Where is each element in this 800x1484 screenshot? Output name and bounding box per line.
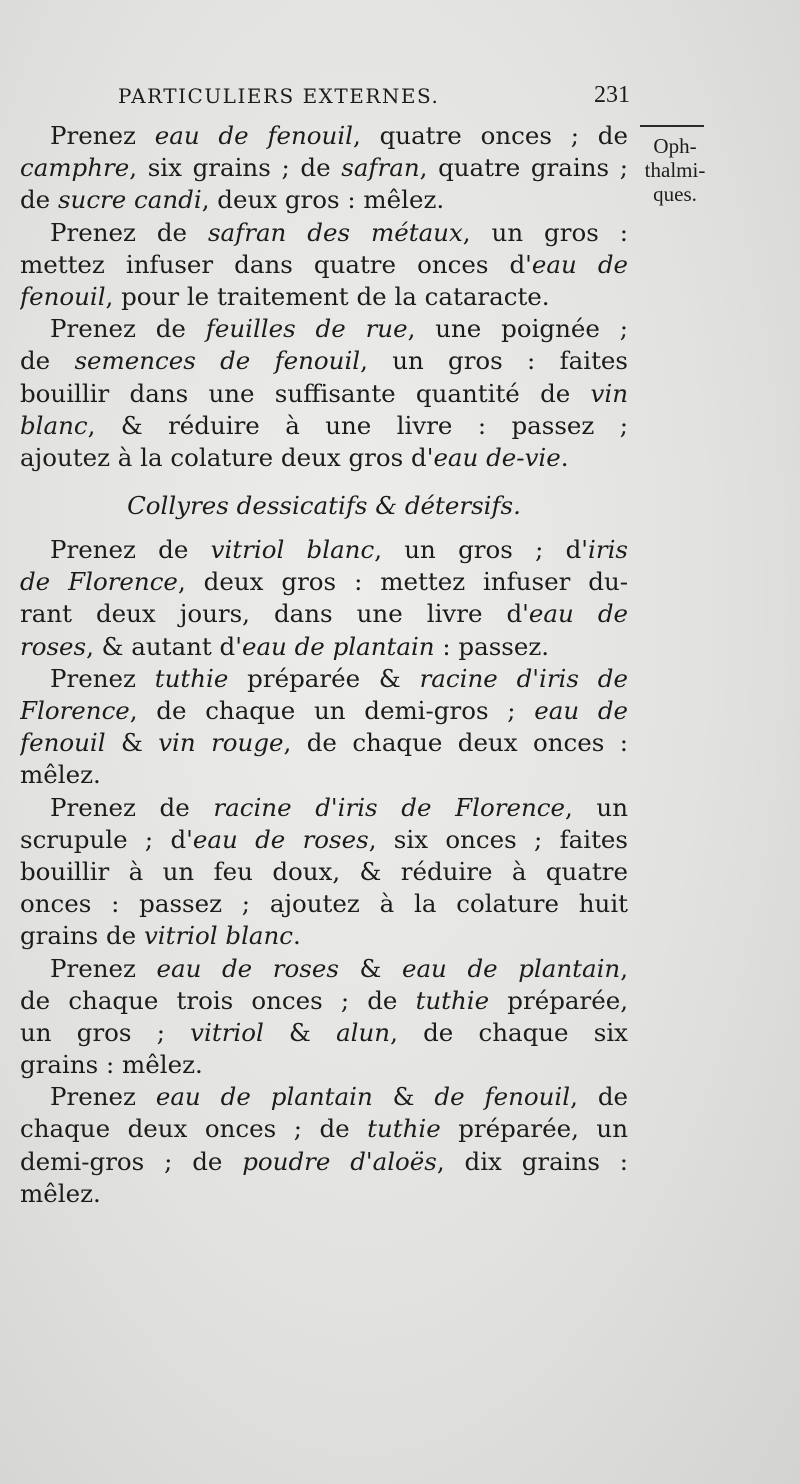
roman-text: & [263, 1017, 337, 1047]
italic-text: fenouil [20, 728, 106, 758]
roman-text: . [293, 921, 301, 951]
text-line [20, 856, 628, 888]
text-line [20, 695, 628, 727]
roman-text: , de chaque six [390, 1017, 628, 1047]
running-head: PARTICULIERS EXTERNES. [118, 84, 440, 108]
roman-text: Prenez de [50, 535, 211, 565]
text-line [20, 184, 628, 216]
roman-text: Prenez [50, 1082, 156, 1112]
roman-text: ajoutez à la colature deux gros d' [20, 442, 434, 472]
roman-text: . [560, 442, 569, 472]
margin-rule [640, 125, 704, 127]
roman-text: bouillir dans une suffisante quantité de [20, 378, 591, 408]
italic-text: iris [588, 535, 628, 565]
text-line [20, 824, 628, 856]
italic-text: eau de roses [156, 953, 339, 983]
margin-note-line: thalmi- [644, 158, 706, 182]
text-line [20, 217, 628, 249]
roman-text: Prenez de [50, 314, 206, 344]
text-line [20, 1113, 628, 1145]
roman-text: Prenez [50, 121, 155, 150]
roman-text: & [338, 953, 402, 983]
text-line [20, 985, 628, 1017]
italic-text: vitriol blanc [210, 535, 375, 565]
italic-text: tuthie [367, 1114, 441, 1144]
margin-note [636, 134, 714, 206]
roman-text: , un gros ; d' [374, 535, 589, 565]
italic-text: eau de fenouil [154, 121, 353, 150]
text-line [20, 792, 628, 824]
italic-text: eau de-vie [433, 442, 561, 472]
text-line [20, 281, 628, 313]
margin-note-line: Oph- [653, 134, 697, 158]
italic-text: Florence [20, 696, 130, 725]
roman-text: préparée, un [440, 1114, 628, 1144]
roman-text: , pour le traitement de la cataracte. [105, 281, 550, 311]
italic-text: eau de plantain [155, 1082, 373, 1112]
text-line [20, 249, 628, 281]
roman-text: mêlez. [20, 760, 101, 790]
italic-text: poudre d'aloës [242, 1146, 437, 1176]
roman-text: , un gros : [462, 217, 628, 247]
roman-text: , dix grains : [436, 1146, 628, 1176]
roman-text: préparée & [228, 663, 420, 693]
text-line [20, 1081, 628, 1113]
text-line [20, 534, 628, 566]
italic-text: tuthie [154, 663, 229, 693]
text-line [20, 888, 628, 920]
text-line [20, 759, 628, 791]
italic-text: eau de roses [192, 824, 369, 854]
italic-text: semences de fenouil [74, 346, 361, 376]
text-line [20, 1049, 628, 1081]
roman-text: un gros ; [20, 1017, 191, 1047]
roman-text: scrupule ; d' [20, 824, 193, 854]
roman-text: de [20, 185, 58, 215]
roman-text: , de [570, 1082, 628, 1112]
roman-text: Prenez [50, 663, 155, 693]
italic-text: Collyres dessicatifs & détersifs. [127, 491, 521, 521]
page-number: 231 [594, 82, 630, 108]
italic-text: fenouil [20, 281, 106, 311]
roman-text: mêlez. [20, 1178, 101, 1208]
italic-text: feuilles de rue [205, 314, 408, 344]
text-line [20, 1146, 628, 1178]
roman-text: grains de [20, 921, 144, 951]
roman-text: demi-gros ; de [20, 1146, 243, 1176]
roman-text: & [105, 728, 159, 758]
text-line [20, 663, 628, 695]
roman-text: Prenez [50, 953, 157, 983]
roman-text: , deux gros : mêlez. [201, 185, 445, 215]
text-line [20, 410, 628, 442]
roman-text: préparée, [489, 985, 628, 1015]
text-line [20, 727, 628, 759]
text-line [20, 120, 628, 152]
italic-text: de Florence [20, 567, 178, 597]
text-line [20, 152, 628, 184]
italic-text: camphre [20, 153, 130, 183]
italic-text: racine d'iris de Florence [213, 792, 565, 822]
roman-text: chaque deux onces ; de [20, 1114, 368, 1144]
italic-text: roses [20, 631, 87, 661]
roman-text: onces : passez ; ajoutez à la colature huit [20, 889, 628, 919]
section-heading [20, 484, 628, 528]
roman-text: de chaque trois onces ; de [20, 985, 416, 1015]
italic-text: eau de [534, 696, 628, 725]
italic-text: racine d'iris de [419, 663, 628, 693]
italic-text: eau de [531, 249, 628, 279]
body-text [20, 120, 628, 1210]
text-line [20, 345, 628, 377]
text-line [20, 1178, 628, 1210]
italic-text: blanc [20, 410, 88, 440]
italic-text: vitriol blanc [143, 921, 294, 951]
text-line [20, 631, 628, 663]
roman-text: de [20, 346, 75, 376]
roman-text: Prenez de [50, 217, 208, 247]
italic-text: tuthie [415, 985, 490, 1015]
text-line [20, 920, 628, 952]
roman-text: mettez infuser dans quatre onces d' [20, 249, 532, 279]
roman-text: , un [564, 792, 628, 822]
text-line [20, 378, 628, 410]
roman-text: , & autant d' [86, 631, 242, 661]
italic-text: vin rouge [158, 728, 284, 758]
text-line [20, 313, 628, 345]
text-line [20, 598, 628, 630]
text-line [20, 953, 628, 985]
text-line [20, 1017, 628, 1049]
text-line [20, 566, 628, 598]
roman-text: & [372, 1082, 435, 1112]
roman-text: grains : mêlez. [20, 1050, 203, 1080]
roman-text: , quatre grains ; [419, 153, 628, 183]
italic-text: safran des métaux [207, 217, 463, 247]
italic-text: vitriol [190, 1017, 264, 1047]
margin-note-line: ques. [653, 182, 697, 206]
italic-text: alun [336, 1017, 391, 1047]
page-header [118, 80, 630, 116]
roman-text: bouillir à un feu doux, & réduire à quatre [20, 856, 628, 886]
roman-text: , de chaque deux onces : [283, 728, 628, 758]
text-line [20, 442, 628, 474]
italic-text: sucre candi [57, 185, 202, 215]
roman-text: , six grains ; de [129, 153, 342, 183]
roman-text: , une poignée ; [407, 314, 628, 344]
roman-text: , quatre onces ; de [353, 121, 628, 150]
italic-text: de fenouil [434, 1082, 571, 1112]
italic-text: vin [590, 378, 628, 408]
roman-text: , six onces ; faites [368, 824, 628, 854]
roman-text: rant deux jours, dans une livre d' [20, 599, 529, 629]
italic-text: eau de [528, 599, 628, 629]
italic-text: eau de plantain [401, 953, 621, 983]
roman-text: , de chaque un demi-gros ; [129, 696, 535, 725]
italic-text: eau de plantain [241, 631, 435, 661]
roman-text: , un gros : faites [360, 346, 628, 376]
roman-text: , & réduire à une livre : passez ; [87, 410, 628, 440]
roman-text: Prenez de [50, 792, 214, 822]
roman-text: , deux gros : mettez infuser du- [177, 567, 628, 597]
italic-text: safran [341, 153, 420, 183]
roman-text: , [620, 953, 628, 983]
roman-text: : passez. [434, 631, 550, 661]
